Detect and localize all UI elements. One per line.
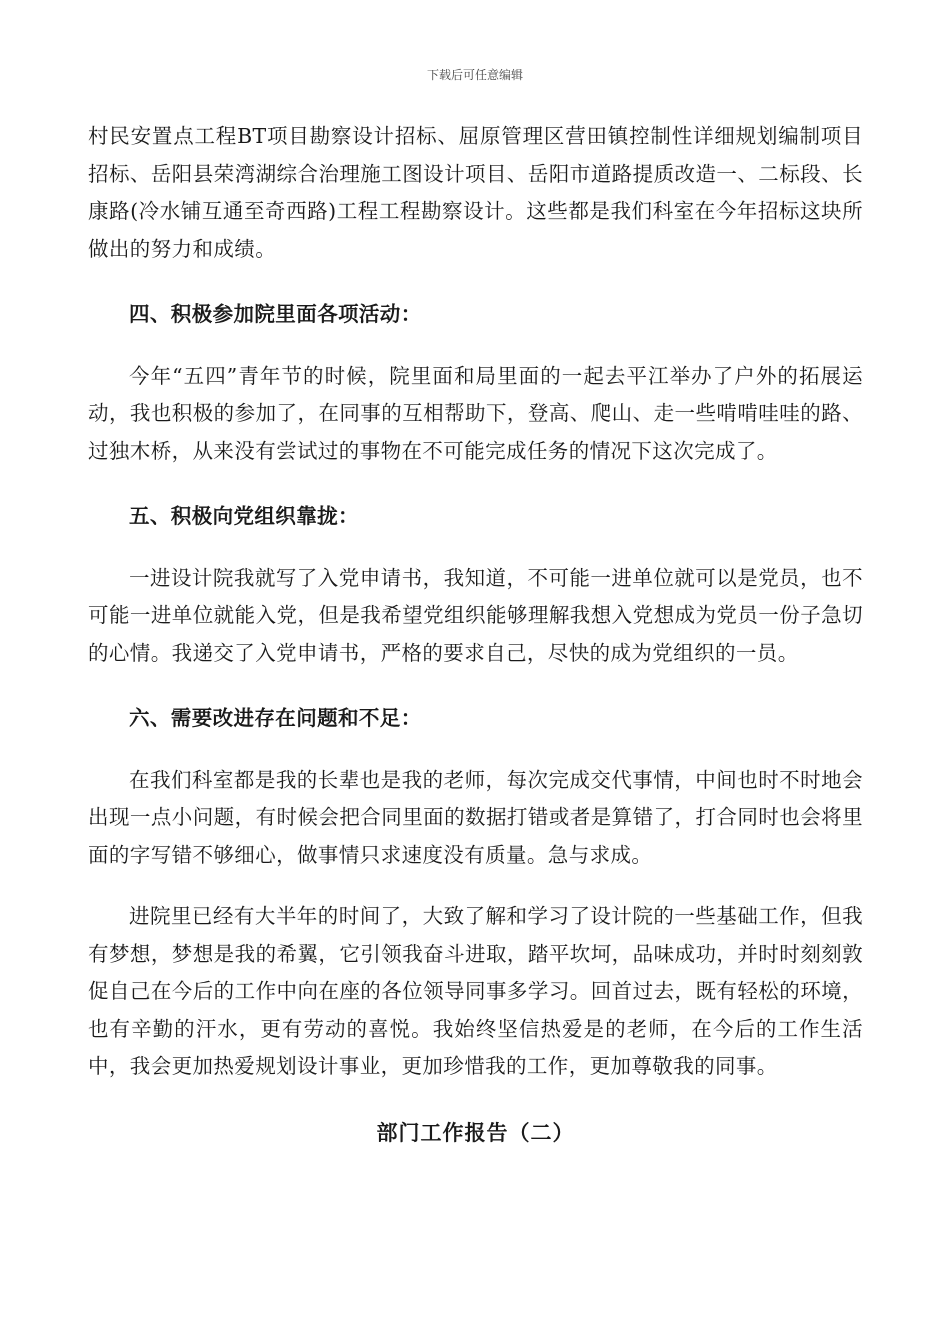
section-title: 部门工作报告（二） (376, 1119, 575, 1145)
paragraph-tender-results: 村民安置点工程BT项目勘察设计招标、屈原管理区营田镇控制性详细规划编制项目招标、岳阳县荣湾湖综合治理施工图设计项目、岳阳市道路提质改造一、二标段、长康路(冷水铺互通至奇西路)工程工程勘察设计。这些都是我们科室在今年招标这块所做出的努力和成绩。 (88, 124, 863, 261)
paragraph-summary: 进院里已经有大半年的时间了，大致了解和学习了设计院的一些基础工作，但我有梦想，梦想是我的希翼，它引领我奋斗进取，踏平坎坷，品味成功，并时时刻刻敦促自己在今后的工作中向在座的各位领导同事多学习。回首过去，既有轻松的环境，也有辛勤的汗水，更有劳动的喜悦。我始终坚信热爱是的老师，在今后的工作生活中，我会更加热爱规划设计事业，更加珍惜我的工作，更加尊敬我的同事。 (88, 904, 863, 1078)
paragraph-improvements: 在我们科室都是我的长辈也是我的老师，每次完成交代事情，中间也时不时地会出现一点小问题，有时候会把合同里面的数据打错或者是算错了，打合同时也会将里面的字写错不够细心，做事情只求速度没有质量。急与求成。 (88, 767, 863, 867)
heading-party: 五、积极向党组织靠拢： (129, 504, 359, 528)
header-note: 下载后可任意编辑 (426, 68, 523, 82)
heading-activities: 四、积极参加院里面各项活动： (129, 302, 422, 326)
paragraph-activities: 今年“五四”青年节的时候，院里面和局里面的一起去平江举办了户外的拓展运动，我也积极的参加了，在同事的互相帮助下，登高、爬山、走一些啃啃哇哇的路、过独木桥，从来没有尝试过的事物在不可能完成任务的情况下这次完成了。 (88, 363, 863, 463)
document-body (88, 118, 863, 1151)
heading-improvements: 六、需要改进存在问题和不足： (129, 706, 422, 730)
paragraph-party: 一进设计院我就写了入党申请书，我知道，不可能一进单位就可以是党员，也不可能一进单位就能入党，但是我希望党组织能够理解我想入党想成为党员一份子急切的心情。我递交了入党申请书，严格的要求自己，尽快的成为党组织的一员。 (88, 565, 863, 665)
